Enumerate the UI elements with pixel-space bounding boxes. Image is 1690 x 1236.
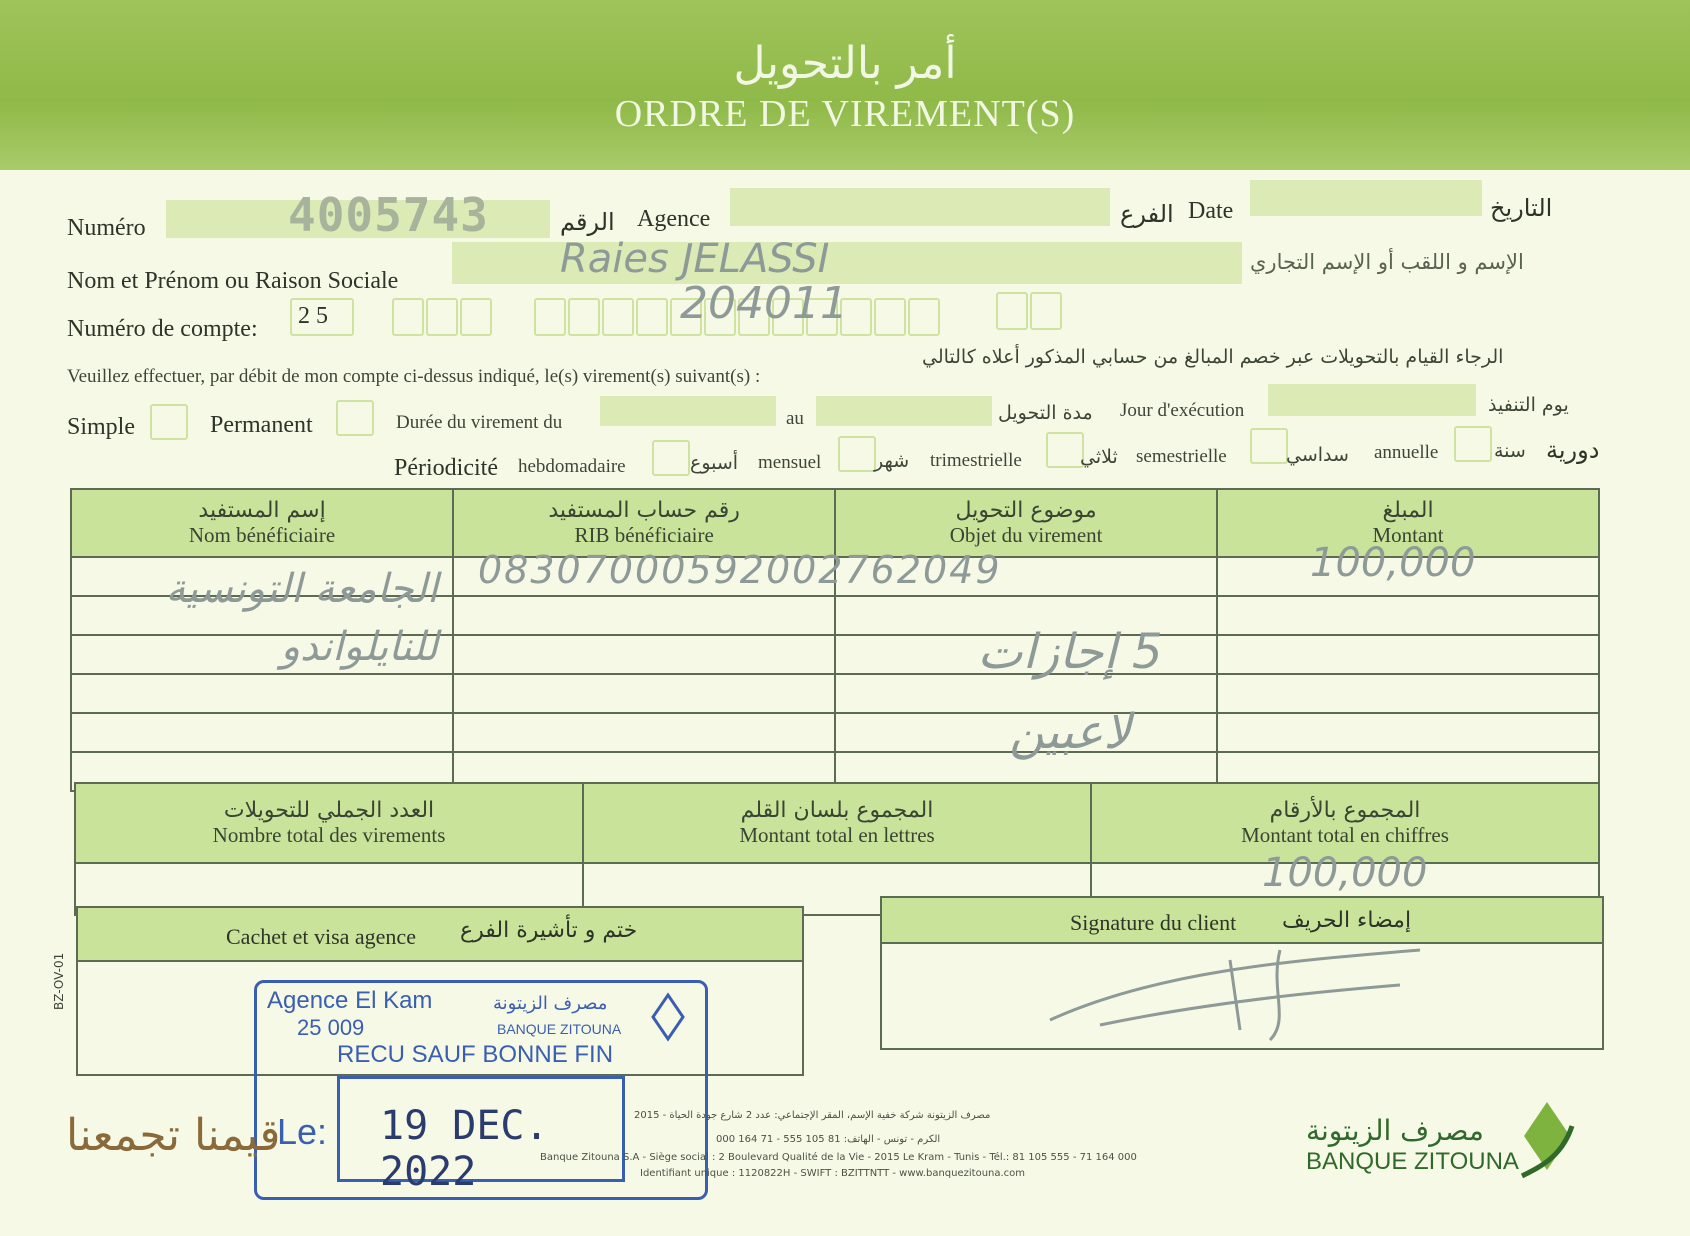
cachet-label-ar: ختم و تأشيرة الفرع <box>460 918 638 943</box>
numero-value: 4005743 <box>288 188 489 242</box>
col-montant: المبلغ Montant <box>1217 489 1599 557</box>
period-hebdomadaire-checkbox[interactable] <box>652 440 690 476</box>
permanent-checkbox[interactable] <box>336 400 374 436</box>
agence-label-ar: الفرع <box>1120 200 1174 228</box>
stamp-date: 19 DEC. 2022 <box>380 1103 549 1195</box>
footer-line3: Banque Zitouna S.A - Siège social : 2 Boulevard Qualité de la Vie - 2015 Le Kram - Tunis - Tél.: 81 105 555 - 71 164 000 <box>540 1152 1137 1163</box>
date-label: Date <box>1188 198 1234 224</box>
period-trimestrielle-checkbox[interactable] <box>1046 432 1084 468</box>
date-label-ar: التاريخ <box>1490 194 1553 222</box>
agency-stamp <box>254 980 708 1200</box>
objet-value: 5 إجازات لاعبين <box>977 624 1163 760</box>
footer-line1: مصرف الزيتونة شركة خفية الإسم، المقر الإجتماعي: عدد 2 شارع جودة الحياة - 2015 <box>634 1110 991 1121</box>
numero-label: Numéro <box>67 215 146 241</box>
col-objet-virement: موضوع التحويل Objet du virement <box>835 489 1217 557</box>
form-code: BZ-OV-01 <box>52 952 66 1010</box>
agence-label: Agence <box>637 206 711 232</box>
total-nombre-header: العدد الجملي للتحويلات Nombre total des virements <box>75 783 583 863</box>
date-field[interactable] <box>1250 180 1482 216</box>
stamp-recu: RECU SAUF BONNE FIN <box>337 1041 614 1068</box>
duree-to-field[interactable] <box>816 396 992 426</box>
footer-line4: Identifiant unique : 1120822H - SWIFT : BZITTNTT - www.banquezitouna.com <box>640 1168 1026 1179</box>
stamp-date-box <box>337 1076 625 1195</box>
instruction-ar: الرجاء القيام بالتحويلات عبر خصم المبالغ من حسابي المذكور أعلاه كالتالي <box>922 346 1504 368</box>
compte-box <box>602 298 634 336</box>
permanent-label: Permanent <box>210 412 313 438</box>
period-annuelle: annuelle <box>1374 442 1439 463</box>
period-annuelle-checkbox[interactable] <box>1454 426 1492 462</box>
period-mensuel-ar: شهر <box>874 450 910 472</box>
period-trimestrielle-ar: ثلاثي <box>1080 446 1118 468</box>
period-trimestrielle: trimestrielle <box>930 450 1022 471</box>
compte-box <box>1030 292 1062 330</box>
signature-label: Signature du client <box>1070 910 1237 935</box>
total-chiffres-value: 100,000 <box>1262 850 1428 896</box>
simple-label: Simple <box>67 414 136 440</box>
col-nom-beneficiaire: إسم المستفيد Nom bénéficiaire <box>71 489 453 557</box>
compte-box <box>908 298 940 336</box>
numero-label-ar: الرقم <box>560 208 615 236</box>
rib-value: 08307000592002762049 <box>478 548 1002 592</box>
nom-value: Raies JELASSI <box>560 236 830 282</box>
header-band <box>0 0 1690 170</box>
compte-box <box>426 298 458 336</box>
signature-label-ar: إمضاء الحريف <box>1282 908 1412 933</box>
compte-box <box>874 298 906 336</box>
olive-logo-icon <box>643 991 693 1043</box>
compte-prefix: 2 5 <box>298 303 328 329</box>
period-hebdomadaire: hebdomadaire <box>518 456 626 477</box>
compte-box <box>290 298 354 336</box>
compte-box <box>568 298 600 336</box>
stamp-bank-fr: BANQUE ZITOUNA <box>497 1021 622 1037</box>
cachet-header <box>76 906 804 962</box>
jour-label-ar: يوم التنفيذ <box>1488 394 1569 416</box>
periodicite-label: Périodicité <box>394 455 498 481</box>
compte-label: Numéro de compte: <box>67 316 258 342</box>
cachet-label: Cachet et visa agence <box>226 924 416 949</box>
simple-checkbox[interactable] <box>150 404 188 440</box>
table-row <box>71 674 1599 713</box>
period-mensuel-checkbox[interactable] <box>838 436 876 472</box>
total-lettres-header: المجموع بلسان القلم Montant total en lettres <box>583 783 1091 863</box>
compte-box <box>392 298 424 336</box>
compte-box <box>636 298 668 336</box>
period-semestrielle-checkbox[interactable] <box>1250 428 1288 464</box>
period-mensuel: mensuel <box>758 452 822 473</box>
compte-box <box>996 292 1028 330</box>
stamp-bank-ar: مصرف الزيتونة <box>493 993 608 1014</box>
slogan-calligraphy: قيمنا تجمعنا <box>66 1110 281 1161</box>
form-title-ar: أمر بالتحويل <box>733 38 957 89</box>
au-label: au <box>786 408 804 429</box>
duree-from-field[interactable] <box>600 396 776 426</box>
form-title-fr: ORDRE DE VIREMENT(S) <box>614 93 1076 135</box>
stamp-agence: Agence El Kam <box>267 987 433 1014</box>
footer-line2: الكرم - تونس - الهاتف: 81 105 555 - 71 164 000 <box>716 1134 941 1145</box>
stamp-le: Le: <box>277 1111 328 1152</box>
col-rib-beneficiaire: رقم حساب المستفيد RIB bénéficiaire <box>453 489 835 557</box>
period-semestrielle: semestrielle <box>1136 446 1227 467</box>
duree-label: Durée du virement du <box>396 412 563 433</box>
nom-label-ar: الإسم و اللقب أو الإسم التجاري <box>1250 250 1524 274</box>
table-row <box>71 713 1599 752</box>
period-hebdomadaire-ar: أسبوع <box>690 452 739 474</box>
total-chiffres-header: المجموع بالأرقام Montant total en chiffres <box>1091 783 1599 863</box>
instruction-fr: Veuillez effectuer, par débit de mon compte ci-dessus indiqué, le(s) virement(s) suivant(s) : <box>67 366 761 387</box>
brand-name-fr: BANQUE ZITOUNA <box>1306 1148 1519 1175</box>
duree-label-ar: مدة التحويل <box>998 402 1093 424</box>
agence-field[interactable] <box>730 188 1110 226</box>
period-annuelle-ar: سنة <box>1494 440 1526 462</box>
brand-name-ar: مصرف الزيتونة <box>1306 1114 1484 1147</box>
compte-box <box>460 298 492 336</box>
compte-value: 204011 <box>680 278 848 329</box>
jour-field[interactable] <box>1268 384 1476 416</box>
jour-label: Jour d'exécution <box>1120 400 1245 421</box>
bank-logo-icon <box>1512 1096 1582 1186</box>
stamp-code: 25 009 <box>297 1015 365 1040</box>
nom-label: Nom et Prénom ou Raison Sociale <box>67 268 399 294</box>
periodicite-label-ar: دورية <box>1546 436 1600 464</box>
client-signature <box>1040 930 1460 1050</box>
period-semestrielle-ar: سداسي <box>1286 444 1349 466</box>
compte-box <box>534 298 566 336</box>
montant-value: 100,000 <box>1310 540 1476 586</box>
beneficiary-value: الجامعة التونسية للنايلواندو <box>165 566 438 670</box>
